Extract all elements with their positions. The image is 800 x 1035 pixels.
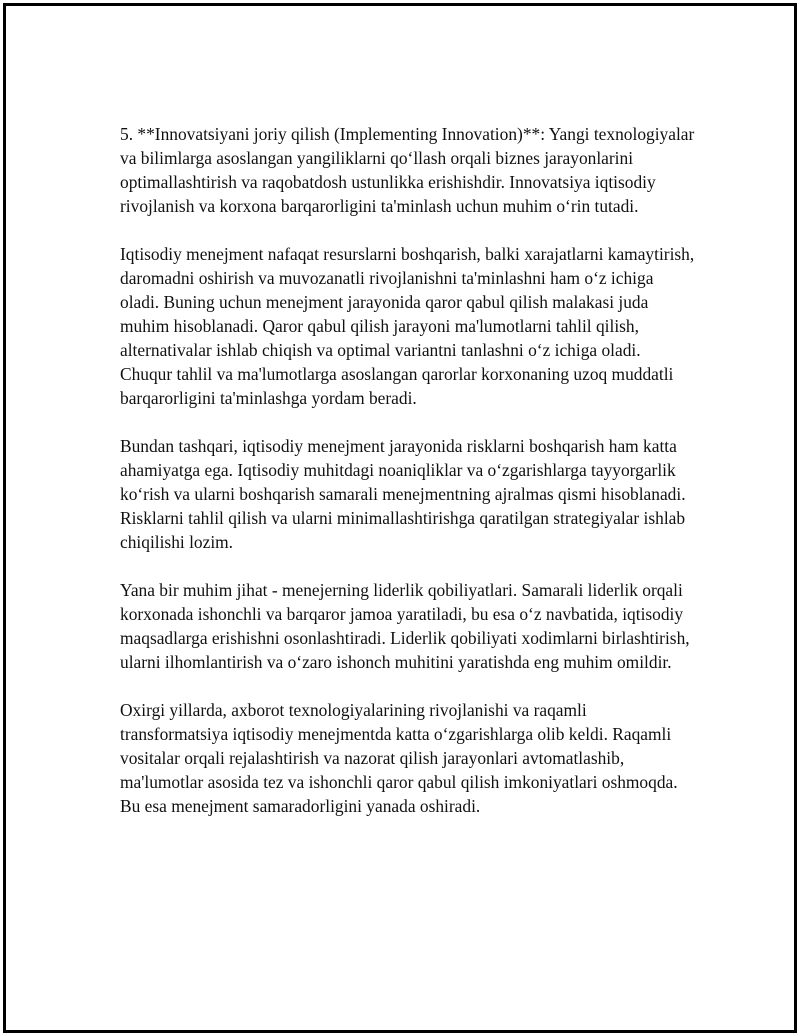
document-body [120, 122, 695, 842]
paragraph-leadership: Yana bir muhim jihat - menejerning liderlik qobiliyatlari. Samarali liderlik orqali korxonada ishonchli va barqaror jamoa yaratiladi, bu esa o‘z navbatida, iqtisodiy maqsadlarga erishishni osonlashtiradi. Liderlik qobiliyati xodimlarni birlashtirish, ularni ilhomlantirish va o‘zaro ishonch muhitini yaratishda eng muhim omildir. [120, 580, 690, 672]
paragraph-risk-management: Bundan tashqari, iqtisodiy menejment jarayonida risklarni boshqarish ham katta ahamiyatga ega. Iqtisodiy muhitdagi noaniqliklar va o‘zgarishlarga tayyorgarlik ko‘rish va ularni boshqarish samarali menejmentning ajralmas qismi hisoblanadi. Risklarni tahlil qilish va ularni minimallashtirishga qaratilgan strategiyalar ishlab chiqilishi lozim. [120, 436, 686, 552]
paragraph-innovation: 5. **Innovatsiyani joriy qilish (Implementing Innovation)**: Yangi texnologiyalar va bilimlarga asoslangan yangiliklarni qo‘llash orqali biznes jarayonlarini optimallashtirish va raqobatdosh ustunlikka erishishdir. Innovatsiya iqtisodiy rivojlanish va korxona barqarorligini ta'minlash uchun muhim o‘rin tutadi. [120, 124, 695, 216]
paragraph-digital-transformation: Oxirgi yillarda, axborot texnologiyalarining rivojlanishi va raqamli transformatsiya iqtisodiy menejmentda katta o‘zgarishlarga olib keldi. Raqamli vositalar orqali rejalashtirish va nazorat qilish jarayonlari avtomatlashib, ma'lumotlar asosida tez va ishonchli qaror qabul qilish imkoniyatlari oshmoqda. Bu esa menejment samaradorligini yanada oshiradi. [120, 700, 678, 816]
page-frame [3, 3, 797, 1033]
paragraph-economic-management: Iqtisodiy menejment nafaqat resurslarni boshqarish, balki xarajatlarni kamaytirish, daromadni oshirish va muvozanatli rivojlanishni ta'minlashni ham o‘z ichiga oladi. Buning uchun menejment jarayonida qaror qabul qilish malakasi juda muhim hisoblanadi. Qaror qabul qilish jarayoni ma'lumotlarni tahlil qilish, alternativalar ishlab chiqish va optimal variantni tanlashni o‘z ichiga oladi. Chuqur tahlil va ma'lumotlarga asoslangan qarorlar korxonaning uzoq muddatli barqarorligini ta'minlashga yordam beradi. [120, 244, 695, 408]
